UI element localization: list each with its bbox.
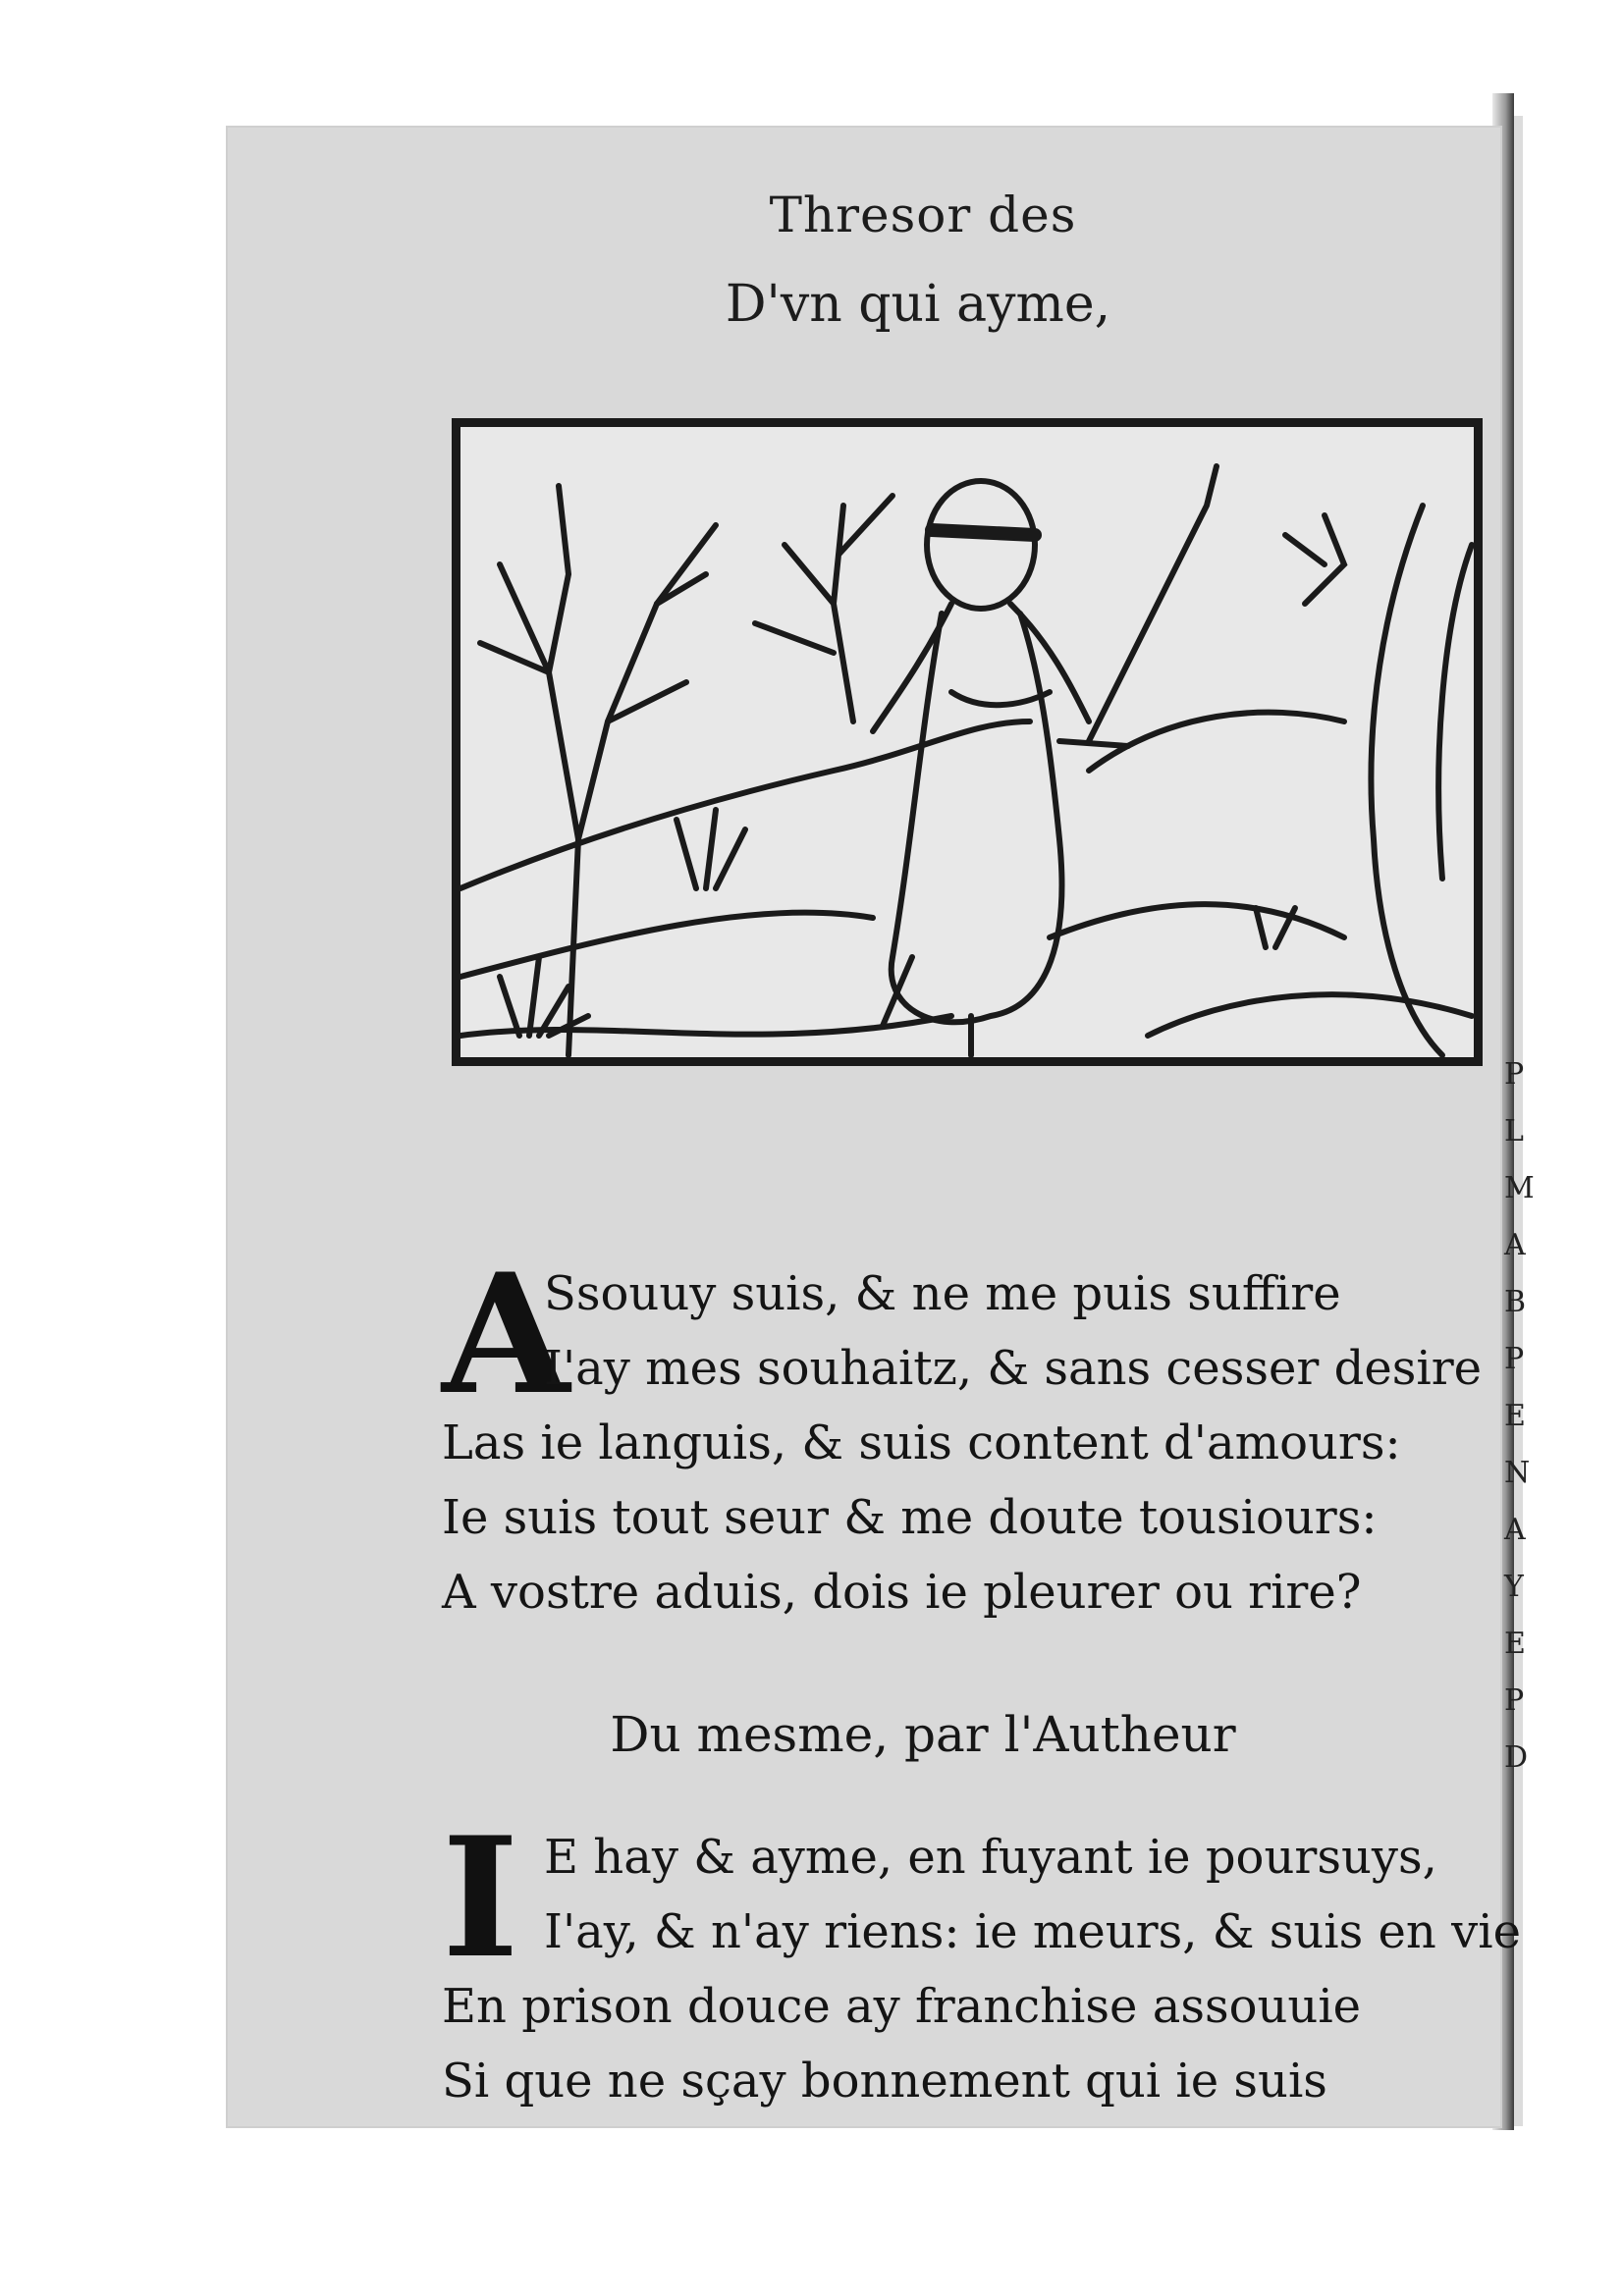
facing-page-letter: Y xyxy=(1504,1570,1524,1604)
facing-page-letter: P xyxy=(1504,1342,1525,1376)
poem-line: I'ay, & n'ay riens: ie meurs, & suis en vie xyxy=(544,1904,1521,1959)
facing-page-letter: P xyxy=(1504,1683,1525,1718)
facing-page-letter: P xyxy=(1504,1057,1525,1092)
poem-line: En prison douce ay franchise assouuie xyxy=(442,1979,1362,2034)
poem-line: I'ay mes souhaitz, & sans cesser desire xyxy=(544,1341,1483,1396)
facing-page-letter: L xyxy=(1504,1114,1524,1148)
woodcut-blindfolded-figure-icon xyxy=(460,427,1474,1057)
poem-stanza-2 xyxy=(442,1800,1521,2118)
poem-line: Las ie languis, & suis content d'amours: xyxy=(442,1415,1401,1470)
facing-page-letter: M xyxy=(1504,1171,1535,1205)
facing-page-letter: B xyxy=(1504,1285,1527,1319)
poem-line: Ie suis tout seur & me doute tousiours: xyxy=(442,1490,1378,1545)
facing-page-letter: D xyxy=(1504,1740,1529,1775)
drop-cap-i: I xyxy=(442,1800,519,1995)
facing-page-letter: E xyxy=(1504,1627,1526,1661)
section-title: D'vn qui ayme, xyxy=(725,275,1111,334)
facing-page-letter: A xyxy=(1504,1228,1526,1262)
poem-line: A vostre aduis, dois ie pleurer ou rire? xyxy=(442,1565,1362,1620)
page-gutter xyxy=(1507,0,1623,2296)
facing-page-letter: N xyxy=(1504,1456,1531,1490)
facing-page-letter: E xyxy=(1504,1399,1526,1433)
woodcut-illustration xyxy=(452,418,1483,1066)
poem-stanza-1 xyxy=(442,1237,1502,1629)
facing-page-letter: A xyxy=(1504,1513,1526,1547)
book-page xyxy=(226,126,1521,2128)
poem-line: E hay & ayme, en fuyant ie poursuys, xyxy=(544,1830,1437,1885)
drop-cap-a: A xyxy=(442,1237,570,1431)
poem-line: Ssouuy suis, & ne me puis suffire xyxy=(544,1266,1341,1321)
subheading: Du mesme, par l'Autheur xyxy=(610,1706,1236,1763)
running-head: Thresor des xyxy=(769,187,1077,243)
poem-line: Si que ne sçay bonnement qui ie suis xyxy=(442,2054,1327,2109)
